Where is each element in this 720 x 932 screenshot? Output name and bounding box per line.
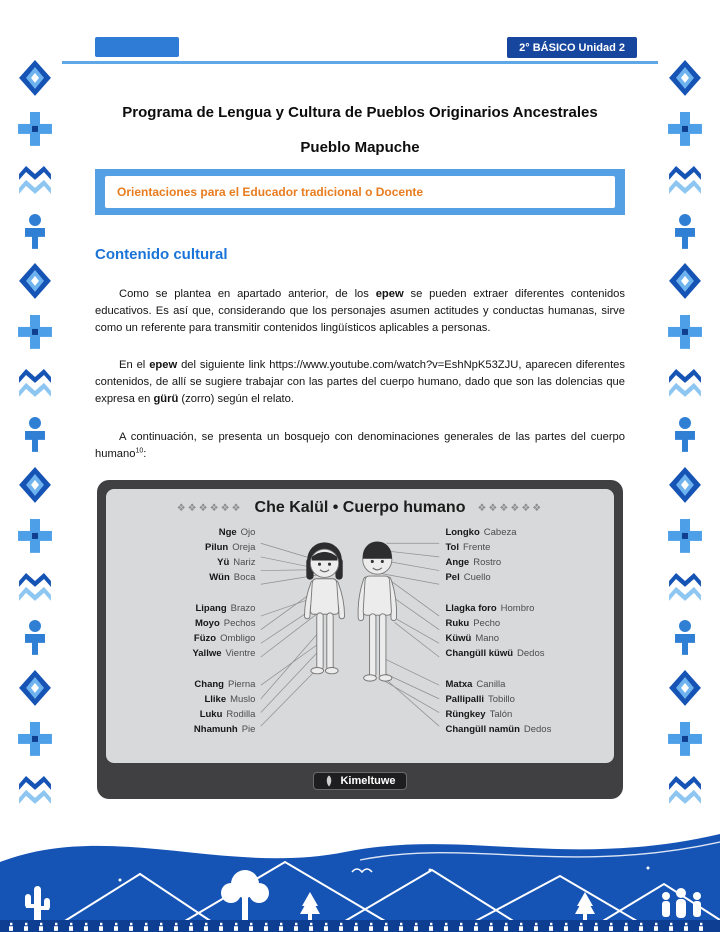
unit-badge: 2° BÁSICO Unidad 2 bbox=[507, 37, 637, 58]
mapuche-motif-icon bbox=[667, 668, 703, 708]
footnote-ref: 10 bbox=[135, 446, 144, 454]
mapuche-motif-icon bbox=[17, 719, 53, 759]
label-group-legs bbox=[116, 677, 255, 737]
body-part-label: Pel Cuello bbox=[445, 572, 491, 583]
label-group-legs bbox=[445, 677, 604, 737]
mapuche-motif-icon bbox=[667, 160, 703, 200]
text-run: : bbox=[143, 447, 147, 460]
body-part-label: Moyo Pechos bbox=[194, 618, 256, 629]
text-run: A continuación, se presenta un bosquejo con denominaciones generales de las partes del cuerpo humano bbox=[95, 430, 625, 460]
mapuche-motif-icon bbox=[667, 312, 703, 352]
body-part-label: Tol Frente bbox=[445, 542, 491, 553]
mapuche-motif-icon bbox=[17, 261, 53, 301]
orientation-banner bbox=[95, 169, 625, 215]
youtube-link[interactable]: https://www.youtube.com/watch?v=EshNpK53ZJU bbox=[269, 359, 519, 372]
body-part-label: Wün Boca bbox=[209, 572, 256, 583]
label-group-torso bbox=[116, 601, 255, 661]
paragraph-1 bbox=[95, 286, 625, 336]
body-labels-left bbox=[116, 521, 259, 737]
program-subtitle: Pueblo Mapuche bbox=[300, 139, 420, 156]
body-part-label: Changüll küwü Dedos bbox=[445, 648, 545, 659]
body-part-label: Ruku Pecho bbox=[445, 618, 501, 629]
footer-landscape bbox=[0, 812, 720, 932]
figure-body bbox=[116, 521, 604, 753]
text-run: (zorro) según el relato. bbox=[178, 392, 294, 405]
children-illustration bbox=[259, 521, 441, 753]
mapuche-motif-icon bbox=[667, 58, 703, 98]
text-run: se pueden extraer diferentes contenidos educativos. Es así que, considerando que los personajes asumen actitudes y conductas humanas, sirve como un referente para transmitir contenidos lingüísticos aplicables a personas. bbox=[95, 288, 625, 334]
mapuche-motif-icon bbox=[17, 109, 53, 149]
body-labels-right bbox=[441, 521, 604, 737]
mapuche-motif-icon bbox=[17, 465, 53, 505]
mapuche-motif-icon bbox=[667, 516, 703, 556]
mapuche-motif-icon bbox=[667, 770, 703, 810]
side-border bbox=[8, 58, 62, 810]
orientation-banner-box bbox=[105, 176, 615, 208]
figure-logo-row bbox=[106, 769, 614, 793]
body-part-label: Ange Rostro bbox=[445, 557, 502, 568]
orientation-banner-label: Orientaciones para el Educador tradicional o Docente bbox=[117, 185, 424, 199]
girl-figure bbox=[307, 542, 343, 673]
body-part-label: Matxa Canilla bbox=[445, 679, 506, 690]
kimeltuwe-logo-text: Kimeltuwe bbox=[340, 775, 396, 787]
body-part-label: Luku Rodilla bbox=[199, 709, 256, 720]
mapuche-motif-icon bbox=[17, 211, 53, 251]
text-run: del siguiente link bbox=[177, 359, 270, 372]
body-part-label: Longko Cabeza bbox=[445, 527, 517, 538]
mapuche-motif-icon bbox=[667, 719, 703, 759]
text-run: Como se plantea en apartado anterior, de los bbox=[119, 288, 376, 300]
ornament-diamonds-icon: ❖❖❖❖❖❖ bbox=[176, 502, 243, 514]
figure-title: Che Kalül • Cuerpo humano bbox=[254, 499, 466, 516]
body-part-label: Yü Nariz bbox=[217, 557, 256, 568]
paragraph-3 bbox=[95, 429, 625, 463]
mapuche-motif-icon bbox=[17, 567, 53, 607]
mapuche-motif-icon bbox=[17, 160, 53, 200]
body-part-label: Llagka foro Hombro bbox=[445, 603, 535, 614]
mapuche-motif-icon bbox=[17, 414, 53, 454]
mapuche-motif-icon bbox=[667, 567, 703, 607]
mapuche-motif-icon bbox=[667, 211, 703, 251]
label-group-head bbox=[445, 525, 604, 585]
program-title: Programa de Lengua y Cultura de Pueblos Originarios Ancestrales bbox=[122, 104, 598, 121]
side-border bbox=[658, 58, 712, 810]
term-epew: epew bbox=[375, 288, 404, 300]
mapuche-motif-icon bbox=[17, 363, 53, 403]
mapuche-motif-icon bbox=[667, 617, 703, 657]
body-part-label: Küwü Mano bbox=[445, 633, 500, 644]
kimeltuwe-logo bbox=[313, 772, 406, 790]
mapuche-motif-icon bbox=[667, 109, 703, 149]
figure-header bbox=[116, 495, 604, 521]
body-part-label: Rüngkey Talón bbox=[445, 709, 513, 720]
mapuche-motif-icon bbox=[667, 261, 703, 301]
body-parts-figure bbox=[97, 480, 623, 799]
figure-panel bbox=[106, 489, 614, 763]
mapuche-motif-icon bbox=[17, 617, 53, 657]
mapuche-motif-icon bbox=[667, 363, 703, 403]
section-heading: Contenido cultural bbox=[95, 246, 228, 263]
mapuche-motif-icon bbox=[17, 58, 53, 98]
mapuche-motif-icon bbox=[17, 668, 53, 708]
label-group-head bbox=[116, 525, 255, 585]
body-text bbox=[95, 286, 625, 483]
text-run: , aparecen diferentes contenidos, de allí se sugiere trabajar con las partes del cuerpo humano, dado que son las dolencias que expresa en bbox=[95, 359, 625, 405]
body-part-label: Llike Muslo bbox=[204, 694, 256, 705]
body-part-label: Chang Pierna bbox=[194, 679, 256, 690]
title-block bbox=[95, 104, 625, 174]
body-part-label: Pilun Oreja bbox=[204, 542, 256, 553]
text-run: En el bbox=[119, 359, 150, 372]
header-logo-block bbox=[95, 37, 179, 57]
body-part-label: Nge Ojo bbox=[218, 527, 256, 538]
ornament-diamonds-icon: ❖❖❖❖❖❖ bbox=[477, 502, 544, 514]
header-rule bbox=[62, 61, 658, 64]
body-part-label: Yallwe Vientre bbox=[192, 648, 256, 659]
term-guru: gürü bbox=[153, 392, 179, 405]
mapuche-motif-icon bbox=[667, 465, 703, 505]
mapuche-motif-icon bbox=[17, 770, 53, 810]
mapuche-motif-icon bbox=[17, 516, 53, 556]
kimeltuwe-logo-icon bbox=[324, 775, 334, 787]
boy-figure bbox=[361, 541, 394, 681]
body-part-label: Changüll namün Dedos bbox=[445, 724, 552, 735]
body-part-label: Nhamunh Pie bbox=[193, 724, 256, 735]
paragraph-2 bbox=[95, 357, 625, 407]
mapuche-motif-icon bbox=[17, 312, 53, 352]
body-part-label: Pallipalli Tobillo bbox=[445, 694, 515, 705]
body-part-label: Lipang Brazo bbox=[195, 603, 256, 614]
label-group-torso bbox=[445, 601, 604, 661]
body-part-label: Füzo Ombligo bbox=[193, 633, 256, 644]
term-epew: epew bbox=[149, 359, 178, 372]
mapuche-motif-icon bbox=[667, 414, 703, 454]
